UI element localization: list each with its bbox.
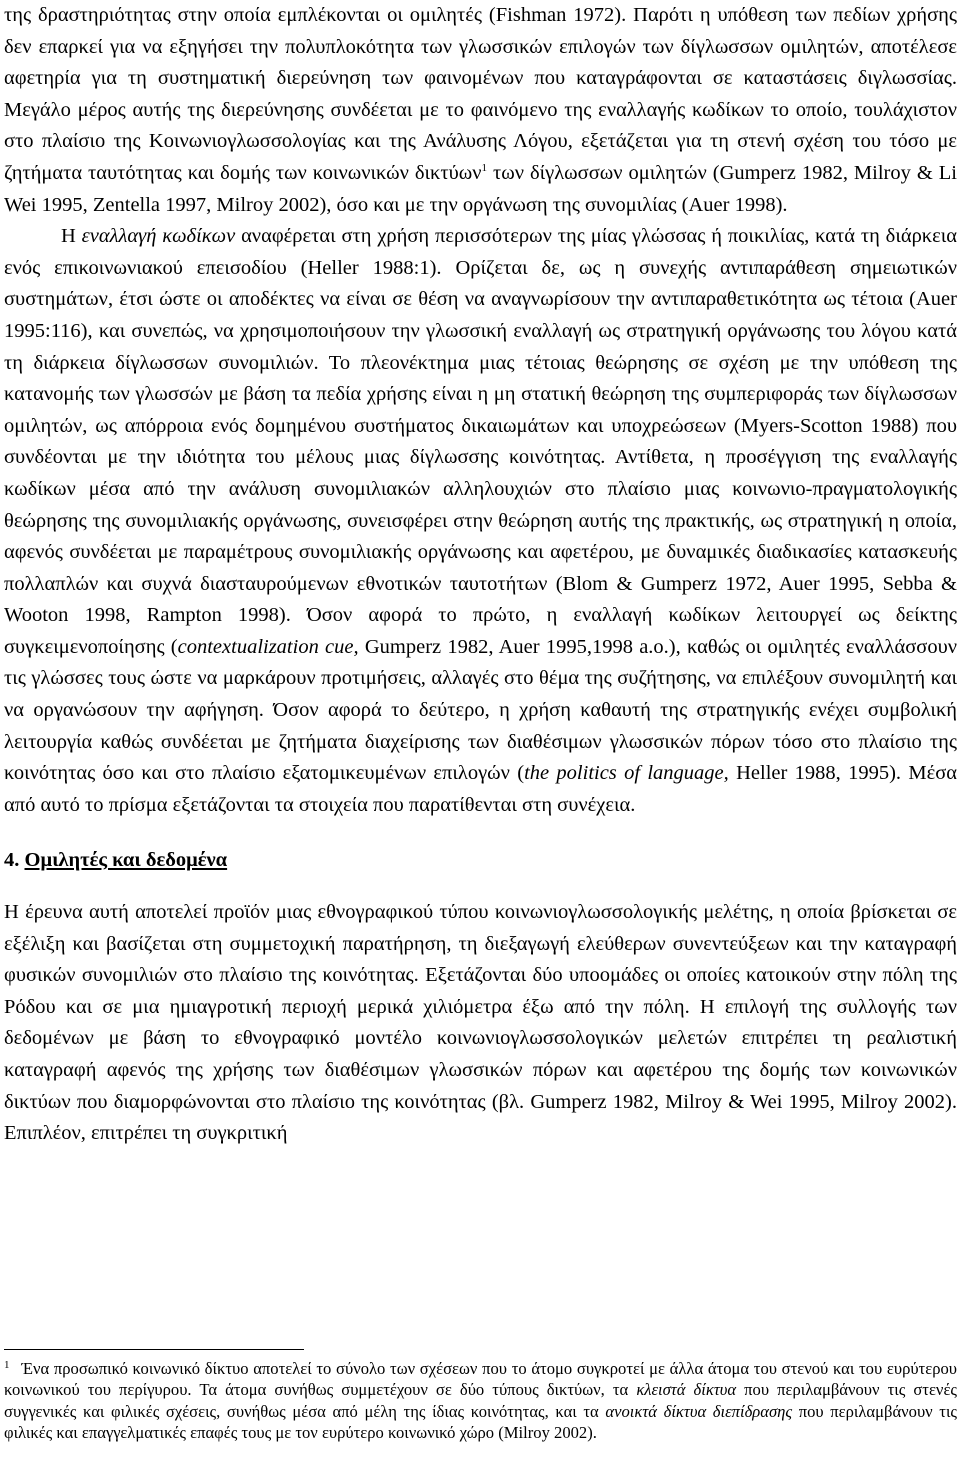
footnote-reference[interactable]: 1 — [481, 161, 488, 174]
italic-term: contextualization cue, — [177, 635, 359, 658]
italic-term: the politics of language, — [524, 762, 729, 785]
paragraph-speakers-data: Η έρευνα αυτή αποτελεί προϊόν μιας εθνογραφικού τύπου κοινωνιογλωσσολογικής μελέτης, η οποία βρίσκεται σε εξέλιξη και βασίζεται στη συμμετοχική παρατήρηση, τη διεξαγωγή ελεύθερων συνεντεύξεων και την καταγραφή φυσικών συνομιλιών στο πλαίσιο της κοινότητας. Εξετάζονται δύο υποομάδες οι οποίες κατοικούν στην πόλη της Ρόδου και σε μια ημιαγροτική περιοχή μερικά χιλιόμετρα έξω από την πόλη. Η επιλογή της συλλογής των δεδομένων με βάση το εθνογραφικό μοντέλο κοινωνιογλωσσολογικών μελετών επιτρέπει τη ρεαλιστική καταγραφή αφενός της χρήσης των διαθέσιμων γλωσσικών πόρων και αφετέρου της δομής των κοινωνικών δικτύων που διαμορφώνονται στο πλαίσιο της κοινότητας (βλ. Gumperz 1982, Milroy & Wei 1995, Milroy 2002). Επιπλέον, επιτρέπει τη συγκριτική — [4, 901, 957, 1145]
paragraph-text: Heller 1988, 1995). Μέσα από αυτό το πρίσμα εξετάζονται τα στοιχεία που παρατίθενται στη συνέχεια. — [4, 762, 957, 816]
document-page — [4, 0, 957, 1150]
footnote-mark: 1 — [4, 1359, 10, 1371]
footnote-text: που περιλαμβάνουν τις φιλικές και επαγγελματικές επαφές τους με τον ευρύτερο κοινωνικό χώρο (Milroy 2002). — [4, 1401, 958, 1442]
footnote — [4, 1358, 957, 1443]
paragraph-code-switching-intro — [4, 0, 957, 221]
italic-term: κλειστά δίκτυα — [636, 1380, 737, 1400]
section-number: 4. — [4, 849, 20, 872]
paragraph-text: Gumperz 1982, Auer 1995,1998 a.o.), καθώς οι ομιλητές εναλλάσσουν τις γλώσσες τους ώστε να μαρκάρουν προτιμήσεις, αλλαγές στο θέμα της συζήτησης, να επιλέξουν συνομιλητή και να οργανώσουν την αφήγηση. Όσον αφορά το δεύτερο, η χρήση καθαυτή της στρατηγικής ενέχει συμβολική λειτουργία καθώς συνδέεται με ζητήματα διαχείρισης των διαθέσιμων γλωσσικών πόρων τόσο στο πλαίσιο της κοινότητας όσο και στο πλαίσιο εξατομικευμένων επιλογών ( — [4, 635, 957, 785]
paragraph-code-switching-definition — [4, 221, 957, 821]
section-title: Ομιλητές και δεδομένα — [24, 849, 228, 872]
footnote-separator — [4, 1349, 304, 1350]
footnote-text: Ένα προσωπικό κοινωνικό δίκτυο αποτελεί το σύνολο των σχέσεων που το άτομο συγκροτεί με άλλα άτομα του στενού και του ευρύτερου κοινωνικού του περίγυρου. Τα άτομα συνήθως συμμετέχουν σε δύο τύπους δικτύων, τα — [4, 1359, 957, 1400]
paragraph-text: της δραστηριότητας στην οποία εμπλέκονται οι ομιλητές (Fishman 1972). Παρότι η υπόθεση των πεδίων χρήσης δεν επαρκεί για να εξηγήσει την πολυπλοκότητα των γλωσσικών επιλογών των δίγλωσσων ομιλητών, αποτέλεσε αφετηρία για τη συστηματική διερεύνηση των φαινομένων που καταγράφονται σε καταστάσεις διγλωσσίας. Μεγάλο μέρος αυτής της διερεύνησης συνδέεται με το φαινόμενο της εναλλαγής κωδίκων το οποίο, τουλάχιστον στο πλαίσιο της Κοινωνιογλωσσολογίας και της Ανάλυσης Λόγου, εξετάζεται για τη στενή σχέση του τόσο με ζητήματα ταυτότητας και δομής των κοινωνικών δικτύων — [4, 4, 957, 184]
italic-term: εναλλαγή κωδίκων — [81, 225, 236, 248]
paragraph-text: Η — [61, 225, 82, 248]
section-heading — [4, 845, 957, 877]
footnote-text: που περιλαμβάνουν τις στενές συγγενικές και φιλικές σχέσεις, συνήθως μέσα από μέλη της ίδιας κοινότητας, και τα — [4, 1380, 957, 1421]
paragraph-text: των δίγλωσσων ομιλητών (Gumperz 1982, Milroy & Li Wei 1995, Zentella 1997, Milroy 2002), όσο και με την οργάνωση της συνομιλίας (Auer 1998). — [4, 161, 957, 216]
italic-term: ανοικτά δίκτυα διεπίδρασης — [605, 1401, 793, 1421]
paragraph-text: αναφέρεται στη χρήση περισσότερων της μίας γλώσσας ή ποικιλίας, κατά τη διάρκεια ενός επικοινωνιακού επεισοδίου (Heller 1988:1). Ορίζεται δε, ως η συνεχής αντιπαράθεση σημειωτικών συστημάτων, έτσι ώστε οι αποδέκτες να είναι σε θέση να αναγνωρίσουν την αντιπαραθετικότητα ως τέτοια (Auer 1995:116), και συνεπώς, να χρησιμοποιήσουν την γλωσσική εναλλαγή ως στρατηγική οργάνωσης του λόγου κατά τη διάρκεια δίγλωσσων συνομιλιών. Το πλεονέκτημα μιας τέτοιας θεώρησης σε σχέση με την υπόθεση της κατανομής των γλωσσών με βάση τα πεδία χρήσης είναι η μη στατική θεώρηση της συμπεριφοράς των δίγλωσσων ομιλητών, ως απόρροια ενός δομημένου συστήματος δικαιωμάτων και υποχρεώσεων (Myers-Scotton 1988) που συνδέονται με την ιδιότητα του μέλους μιας δίγλωσσης κοινότητας. Αντίθετα, η προσέγγιση της εναλλαγής κωδίκων μέσα από την ανάλυση συνομιλιακών αλληλουχιών στο πλαίσιο μιας κοινωνιο-πραγματολογικής θεώρησης της συνομιλιακής οργάνωσης, συνεισφέρει στην θεώρηση αυτής της πρακτικής, ως στρατηγική η οποία, αφενός συνδέεται με παραμέτρους συνομιλιακής οργάνωσης και αφετέρου, με δυναμικές διαδικασίες κατασκευής πολλαπλών και συχνά διασταυρούμενων εθνοτικών ταυτοτήτων (Blom & Gumperz 1972, Auer 1995, Sebba & Wooton 1998, Rampton 1998). Όσον αφορά το πρώτο, η εναλλαγή κωδίκων λειτουργεί ως δείκτης συγκειμενοποίησης ( — [4, 225, 957, 658]
